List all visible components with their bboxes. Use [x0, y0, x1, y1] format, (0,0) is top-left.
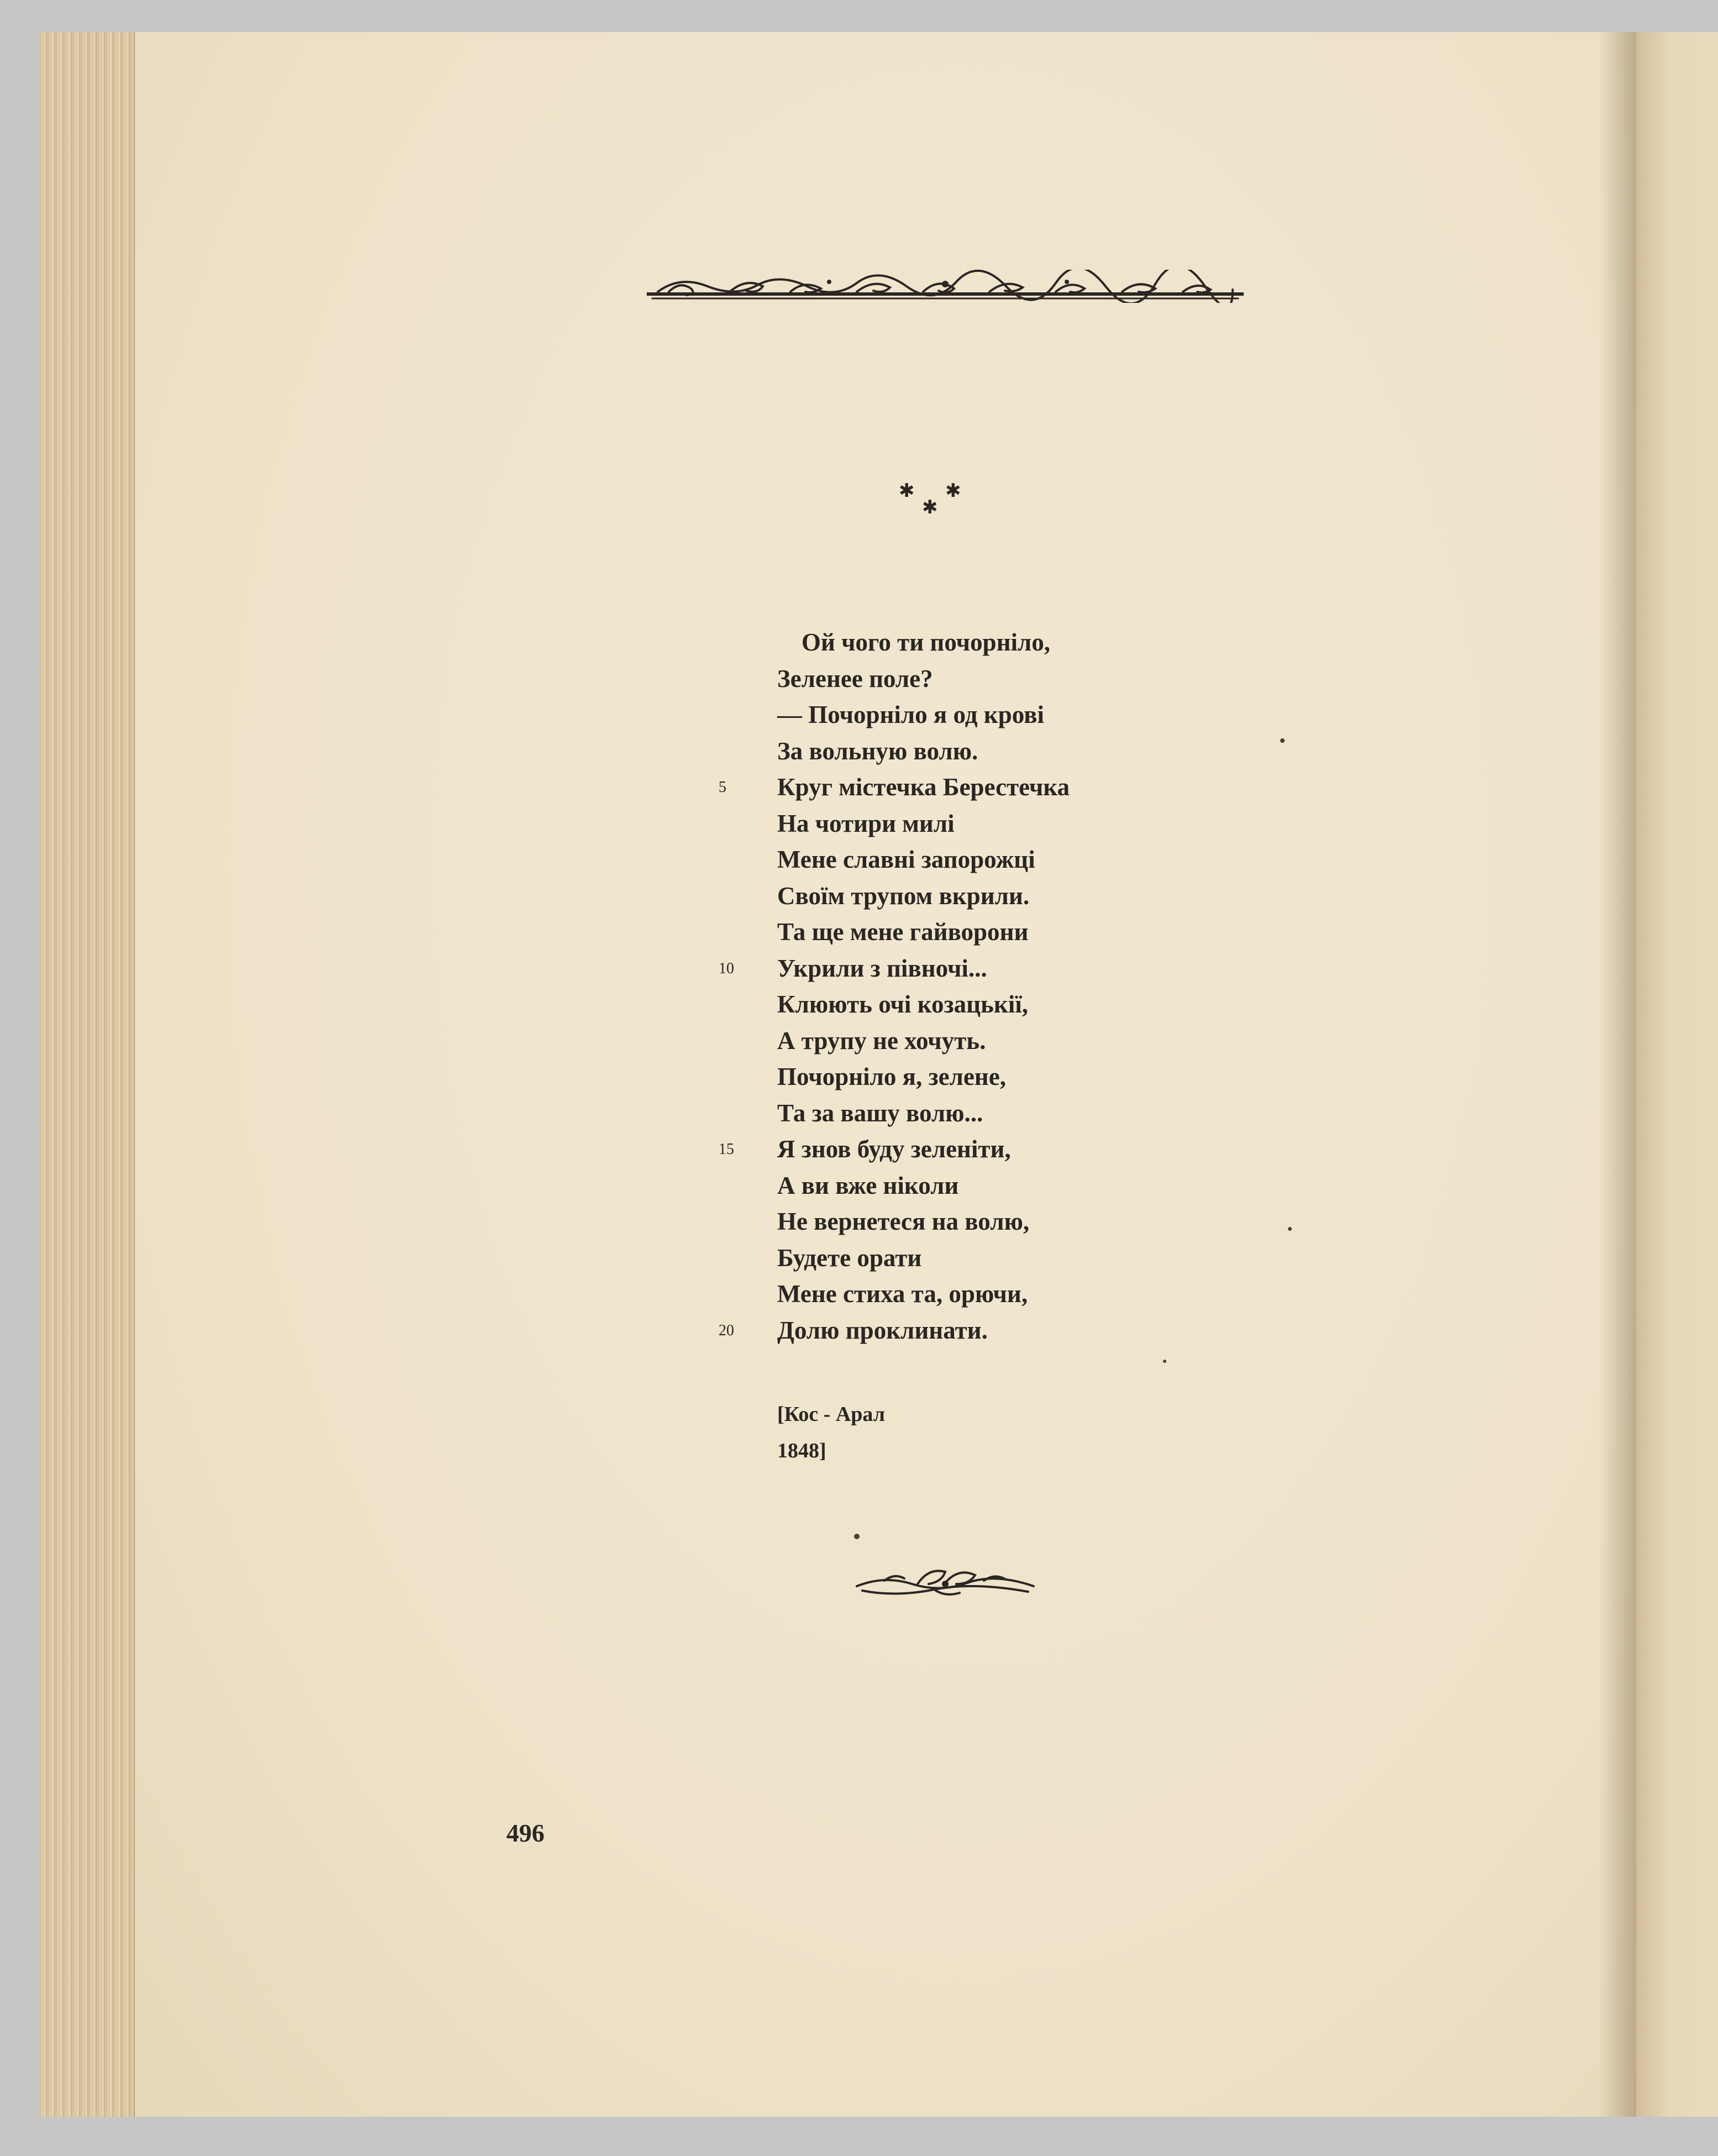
poem-line — [719, 914, 1216, 951]
poem-line — [719, 1131, 1216, 1168]
poem-line — [719, 1095, 1216, 1132]
poem-line-text: Круг містечка Берестечка — [777, 773, 1070, 801]
poem-line — [719, 625, 1216, 661]
asterisk-icon: ✱ — [922, 496, 938, 518]
poem-line-text: — Почорніло я од крові — [777, 701, 1044, 728]
signature-year: 1848] — [777, 1439, 826, 1462]
asterism — [895, 480, 984, 524]
poem-line-text: Укрили з півночі... — [777, 954, 987, 982]
poem-line-text: Почорніло я, зелене, — [777, 1063, 1006, 1090]
poem-line — [719, 661, 1216, 697]
poem-line-text: Не вернетеся на волю, — [777, 1208, 1030, 1235]
asterisk-icon: ✱ — [945, 480, 961, 502]
poem-signature — [777, 1396, 885, 1469]
line-number: 20 — [719, 1321, 734, 1339]
floral-headpiece-icon — [647, 270, 1244, 303]
line-number: 15 — [719, 1141, 734, 1158]
poem-line — [719, 842, 1216, 878]
poem-line-text: Та ще мене гайворони — [777, 918, 1029, 946]
poem-line-text: Своїм трупом вкрили. — [777, 882, 1030, 910]
poem-line — [719, 1023, 1216, 1059]
page-number: 496 — [506, 1819, 544, 1847]
poem-body — [719, 625, 1216, 1349]
asterisk-icon: ✱ — [899, 480, 915, 502]
line-number: 5 — [719, 779, 726, 796]
poem-line — [719, 878, 1216, 915]
poem-line — [719, 951, 1216, 987]
poem-line-text: Мене славні запорожці — [777, 846, 1035, 873]
floral-tailpiece-icon — [851, 1564, 1039, 1603]
poem-line — [719, 806, 1216, 842]
poem-line — [719, 1059, 1216, 1095]
paper-speck — [1288, 1227, 1292, 1231]
poem-line — [719, 769, 1216, 806]
poem-line-text: Я знов буду зеленіти, — [777, 1135, 1011, 1163]
line-number: 10 — [719, 959, 734, 977]
poem-line-text: На чотири милі — [777, 809, 955, 837]
poem-line-text: Зеленее поле? — [777, 664, 933, 693]
poem-line-text: Долю проклинати. — [777, 1316, 988, 1344]
poem-line-text: Будете орати — [777, 1244, 922, 1272]
poem-line-text: Ой чого ти почорніло, — [802, 628, 1050, 656]
poem-line-text: А трупу не хочуть. — [777, 1026, 986, 1055]
facing-page-edge — [1636, 32, 1718, 2117]
poem-line — [719, 733, 1216, 770]
poem-line — [719, 1240, 1216, 1277]
poem-line-text: Та за вашу волю... — [777, 1099, 983, 1127]
page-edges — [40, 32, 135, 2117]
poem-line — [719, 987, 1216, 1023]
poem-line — [719, 697, 1216, 733]
poem-line-text: Мене стиха та, орючи, — [777, 1280, 1028, 1308]
paper-speck — [854, 1534, 860, 1539]
poem-line — [719, 1168, 1216, 1204]
poem-line — [719, 1204, 1216, 1240]
paper-speck — [1280, 738, 1285, 743]
poem-line-text: Клюють очі козацькії, — [777, 990, 1028, 1018]
paper-speck — [1163, 1360, 1166, 1363]
signature-place: [Кос - Арал — [777, 1403, 886, 1426]
poem-line — [719, 1276, 1216, 1313]
gutter-shadow — [1599, 32, 1636, 2117]
poem-line-text: А ви вже ніколи — [777, 1171, 959, 1199]
poem-line — [719, 1313, 1216, 1349]
poem-line-text: За вольную волю. — [777, 737, 978, 765]
